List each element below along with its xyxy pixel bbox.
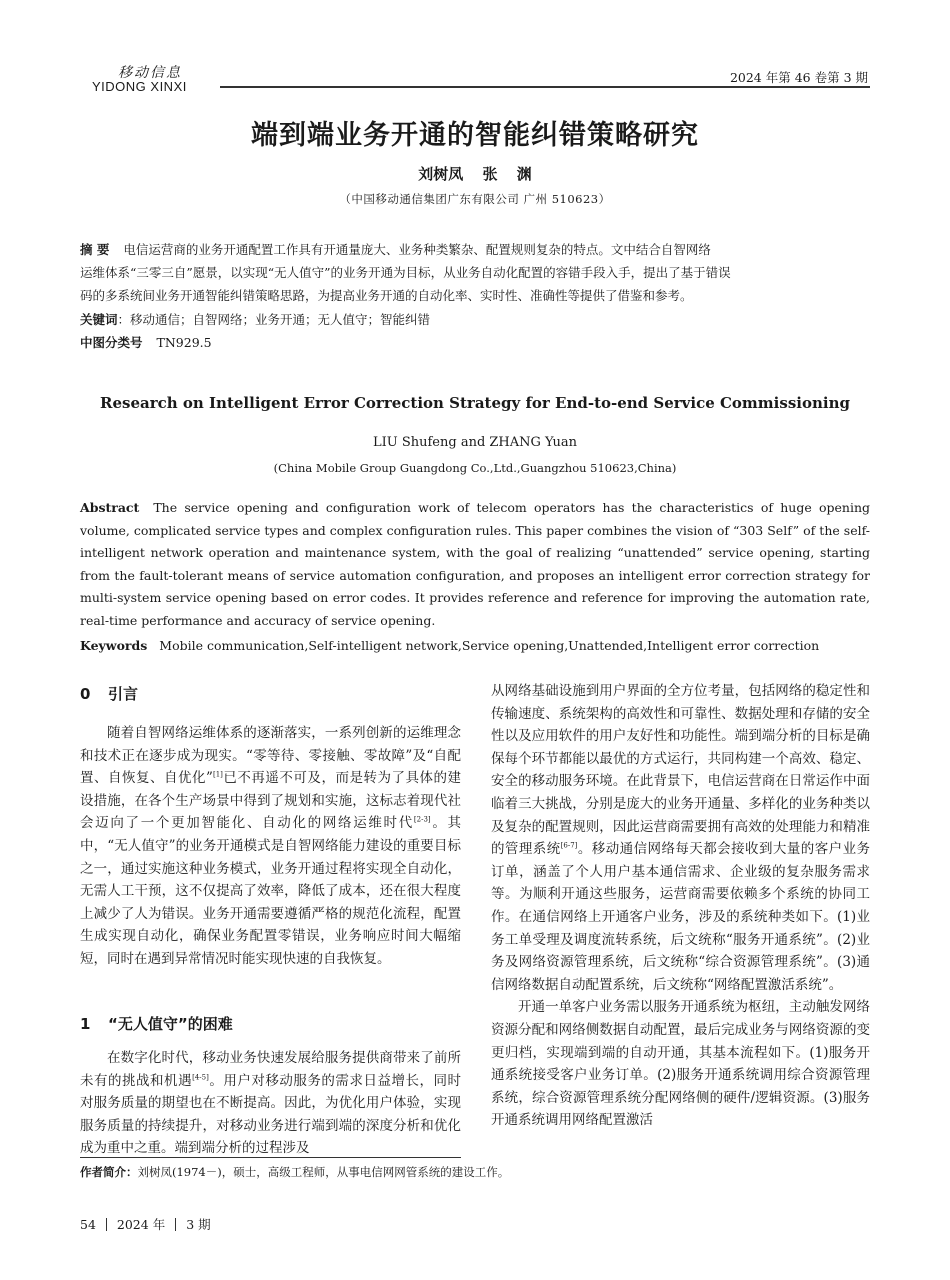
section-0-number: 0 — [80, 685, 91, 703]
citation: [1] — [212, 770, 223, 779]
cn-abstract-text-1: 电信运营商的业务开通配置工作具有开通量庞大、业务种类繁杂、配置规则复杂的特点。文中结合自智网络 — [123, 242, 711, 257]
clc-number — [80, 333, 870, 351]
clc-value: TN929.5 — [156, 335, 212, 350]
cn-keywords — [80, 310, 870, 328]
affiliation: （中国移动通信集团广东有限公司 广州 510623） — [339, 192, 611, 206]
citation: [4-5] — [192, 1073, 209, 1082]
header-rule — [220, 86, 870, 88]
en-abstract — [80, 497, 870, 632]
en-keywords-text: Mobile communication,Self-intelligent network,Service opening,Unattended,Intelligent error correction — [159, 638, 820, 653]
text-run: 已不再遥不可及，而是转为了具体的建设措施，在各个生产场景中得到了规划和实施，这标志着现代社会迈向了一个更加智能化、自动化的网络运维时代 — [80, 770, 462, 832]
paper-title: 端到端业务开通的智能纠错策略研究 — [251, 120, 699, 151]
text-run: 在数字化时代，移动业务快速发展给服务提供商带来了前所未有的挑战和机遇 — [80, 1050, 461, 1089]
text-run: 。其中，“无人值守”的业务开通模式是自智网络能力建设的重要目标之一，通过实施这种业务模式，业务开通过程将实现全自动化，无需人工干预，这不仅提高了效率，降低了成本，还在很大程度上减少了人为错误。业务开通需要遵循严格的规范化流程，配置生成实现自动化，确保业务配置零错误，业务响应时间大幅缩短，同时在遇到异常情况时能实现快速的自我恢复。 — [80, 815, 462, 967]
cn-abstract-line-3: 码的多系统间业务开通智能纠错策略思路，为提高业务开通的自动化率、实时性、准确性等提供了借鉴和参考。 — [80, 288, 693, 303]
cn-abstract-label: 摘 要 — [80, 242, 110, 257]
issue-info: 2024 年第 46 卷第 3 期 — [729, 70, 868, 85]
en-affiliation: (China Mobile Group Guangdong Co.,Ltd.,Guangzhou 510623,China) — [273, 461, 677, 475]
section-1-number: 1 — [80, 1015, 91, 1033]
right-column-body — [491, 680, 870, 1132]
footer-separator — [106, 1218, 107, 1231]
section-1-heading — [80, 1013, 233, 1034]
en-keywords-label: Keywords — [80, 638, 148, 653]
section-0-title: 引言 — [108, 685, 139, 703]
section-0-body — [80, 722, 461, 971]
footer-separator — [175, 1218, 176, 1231]
footnote-label: 作者简介： — [80, 1165, 138, 1179]
author-footnote — [80, 1164, 509, 1180]
text-run: 随着自智网络运维体系的逐渐落实，一系列创新的运维理念和技术正在逐步成为现实。“零等待、零接触、零故障”及“自配置、自恢复、自优化” — [80, 725, 461, 787]
paragraph: 开通一单客户业务需以服务开通系统为枢纽，主动触发网络资源分配和网络侧数据自动配置，最后完成业务与网络资源的变更归档，实现端到端的自动开通，其基本流程如下。(1)服务开通系统接受客户业务订单。(2)服务开通系统调用综合资源管理系统，综合资源管理系统分配网络侧的硬件/逻辑资源。(3)服务开通系统调用网络配置激活 — [491, 999, 870, 1129]
cn-keywords-label: 关键词 — [80, 312, 118, 327]
authors: 刘树凤 张 渊 — [418, 165, 532, 183]
clc-label: 中图分类号 — [80, 335, 143, 350]
cn-keywords-text: ：移动通信；自智网络；业务开通；无人值守；智能纠错 — [117, 312, 431, 327]
en-title: Research on Intelligent Error Correction Strategy for End-to-end Service Commissioning — [100, 394, 850, 412]
cn-abstract-line-2: 运维体系“三零三自”愿景，以实现“无人值守”的业务开通为目标，从业务自动化配置的容错手段入手，提出了基于错误 — [80, 265, 731, 280]
section-1-title: “无人值守”的困难 — [108, 1015, 233, 1033]
en-keywords — [80, 638, 870, 653]
en-authors: LIU Shufeng and ZHANG Yuan — [372, 435, 577, 450]
citation: [6-7] — [560, 841, 578, 850]
footnote-rule — [80, 1157, 461, 1158]
text-run: 。用户对移动服务的需求日益增长，同时对服务质量的期望也在不断提高。因此，为优化用户体验，实现服务质量的持续提升，对移动业务进行端到端的深度分析和优化成为重中之重。端到端分析的过程涉及 — [80, 1072, 462, 1157]
citation: [2-3] — [413, 815, 431, 824]
footer-year: 2024 年 — [116, 1217, 166, 1232]
journal-name-cn: 移动信息 — [118, 65, 182, 81]
footer-issue: 3 期 — [186, 1217, 211, 1232]
en-abstract-label: Abstract — [80, 500, 140, 515]
section-1-body — [80, 1047, 461, 1160]
section-0-heading — [80, 683, 138, 704]
text-run: 。移动通信网络每天都会接收到大量的客户业务订单，涵盖了个人用户基本通信需求、企业级的复杂服务需求等。为顺利开通这些服务，运营商需要依赖多个系统的协同工作。在通信网络上开通客户业务，涉及的系统种类如下。(1)业务工单受理及调度流转系统，后文统称“服务开通系统”。(2)业务及网络资源管理系统，后文统称“综合资源管理系统”。(3)通信网络数据自动配置系统，后文统称“网络配置激活系统”。 — [491, 841, 871, 993]
footnote-text: 刘树凤(1974－)，硕士，高级工程师，从事电信网网管系统的建设工作。 — [137, 1165, 510, 1179]
paragraph — [80, 1047, 461, 1160]
page-number: 54 — [80, 1217, 96, 1232]
en-abstract-text: The service opening and configuration work of telecom operators has the characteristics of huge opening volume, complicated service types and complex configuration rules. This paper combines the vision of “303 Self” of the self-intelligent network operation and maintenance system, with the goal of realizing “unattended” service opening, starting from the fault-tolerant means of service automation configuration, and proposes an intelligent error correction strategy for multi-system service opening based on error codes. It provides reference and reference for improving the automation rate, real-time performance and accuracy of service opening. — [80, 500, 870, 628]
paragraph — [491, 680, 870, 996]
cn-abstract-line-1 — [80, 240, 870, 258]
text-run: 从网络基础设施到用户界面的全方位考量，包括网络的稳定性和传输速度、系统架构的高效性和可靠性、数据处理和存储的安全性以及应用软件的用户友好性和功能性。端到端分析的目标是确保每个环节都能以最优的方式运行，共同构建一个高效、稳定、安全的移动服务环境。在此背景下，电信运营商在日常运作中面临着三大挑战，分别是庞大的业务开通量、多样化的业务种类以及复杂的配置规则，因此运营商需要拥有高效的处理能力和精准的管理系统 — [491, 683, 870, 858]
paragraph — [80, 722, 461, 971]
page-footer — [80, 1215, 211, 1233]
journal-name-en: YIDONG XINXI — [92, 79, 187, 94]
